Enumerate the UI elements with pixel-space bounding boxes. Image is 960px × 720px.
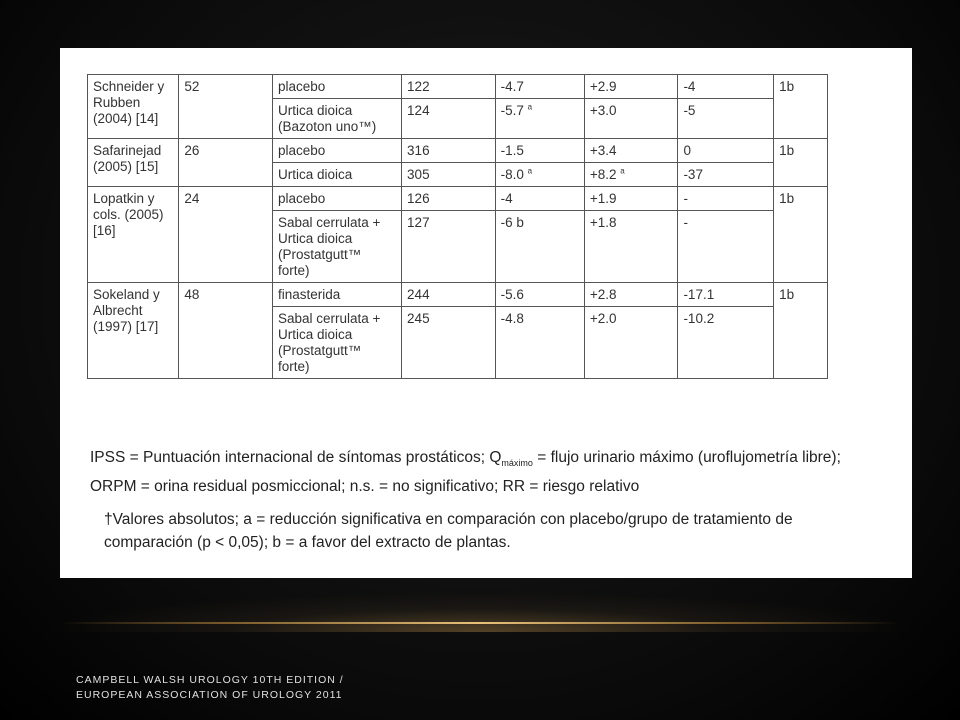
count-cell: 127: [402, 211, 496, 283]
count-cell: 124: [402, 99, 496, 139]
qmax-cell: +3.4: [584, 139, 678, 163]
count-cell: 305: [402, 163, 496, 187]
qmax-cell: +2.8: [584, 283, 678, 307]
evidence-level-cell: 1b: [774, 139, 828, 187]
qmax-cell: +2.0: [584, 307, 678, 379]
treatment-cell: Sabal cerrulata + Urtica dioica (Prostatgutt™ forte): [272, 211, 401, 283]
qmax-cell: +3.0: [584, 99, 678, 139]
abbreviations-note: IPSS = Puntuación internacional de síntomas prostáticos; $Q_{máximo}$ = flujo urinario máximo (uroflujometría libre); ORPM = orina residual posmiccional; n.s. = no significativo; RR = riesgo relativo: [90, 449, 841, 496]
evidence-level-cell: 1b: [774, 187, 828, 283]
count-cell: 126: [402, 187, 496, 211]
ipss-cell: -4.8: [495, 307, 584, 379]
orpm-cell: 0: [678, 139, 774, 163]
qmax-cell: +2.9: [584, 75, 678, 99]
treatment-cell: placebo: [272, 75, 401, 99]
study-cell: Safarinejad (2005) [15]: [88, 139, 179, 187]
count-cell: 122: [402, 75, 496, 99]
orpm-cell: -4: [678, 75, 774, 99]
qmax-cell: +8.2 $^a$: [584, 163, 678, 187]
participants-cell: 24: [179, 187, 273, 283]
orpm-cell: -: [678, 187, 774, 211]
treatment-cell: Sabal cerrulata + Urtica dioica (Prostatgutt™ forte): [272, 307, 401, 379]
study-cell: Schneider y Rubben (2004) [14]: [88, 75, 179, 139]
orpm-cell: -5: [678, 99, 774, 139]
ipss-cell: -5.6: [495, 283, 584, 307]
orpm-cell: -37: [678, 163, 774, 187]
count-cell: 245: [402, 307, 496, 379]
treatment-cell: Urtica dioica: [272, 163, 401, 187]
orpm-cell: -10.2: [678, 307, 774, 379]
participants-cell: 52: [179, 75, 273, 139]
qmax-cell: +1.8: [584, 211, 678, 283]
table-row: [88, 139, 828, 163]
orpm-cell: -: [678, 211, 774, 283]
source-caption: CAMPBELL WALSH UROLOGY 10TH EDITION / EUROPEAN ASSOCIATION OF UROLOGY 2011: [76, 674, 344, 701]
participants-cell: 48: [179, 283, 273, 379]
count-cell: 244: [402, 283, 496, 307]
ipss-cell: -5.7 $^a$: [495, 99, 584, 139]
orpm-cell: -17.1: [678, 283, 774, 307]
treatment-cell: Urtica dioica (Bazoton uno™): [272, 99, 401, 139]
ipss-cell: -1.5: [495, 139, 584, 163]
treatment-cell: finasterida: [272, 283, 401, 307]
participants-cell: 26: [179, 139, 273, 187]
table-row: [88, 283, 828, 307]
decorative-divider: [60, 622, 900, 624]
study-cell: Sokeland y Albrecht (1997) [17]: [88, 283, 179, 379]
count-cell: 316: [402, 139, 496, 163]
study-cell: Lopatkin y cols. (2005) [16]: [88, 187, 179, 283]
treatment-cell: placebo: [272, 139, 401, 163]
slide-image: [60, 48, 912, 578]
qmax-cell: +1.9: [584, 187, 678, 211]
ipss-cell: -4.7: [495, 75, 584, 99]
evidence-level-cell: 1b: [774, 283, 828, 379]
values-note: †Valores absolutos; a = reducción significativa en comparación con placebo/grupo de tratamiento de comparación (p < 0,05); b = a favor del extracto de plantas.: [104, 511, 793, 552]
ipss-cell: -6 b: [495, 211, 584, 283]
treatment-cell: placebo: [272, 187, 401, 211]
ipss-cell: -8.0 $^a$: [495, 163, 584, 187]
table-row: [88, 187, 828, 211]
table-row: [88, 75, 828, 99]
trial-table: [87, 74, 828, 379]
evidence-level-cell: 1b: [774, 75, 828, 139]
decorative-glow: [40, 592, 920, 632]
ipss-cell: -4: [495, 187, 584, 211]
table-footnotes: [90, 446, 880, 554]
